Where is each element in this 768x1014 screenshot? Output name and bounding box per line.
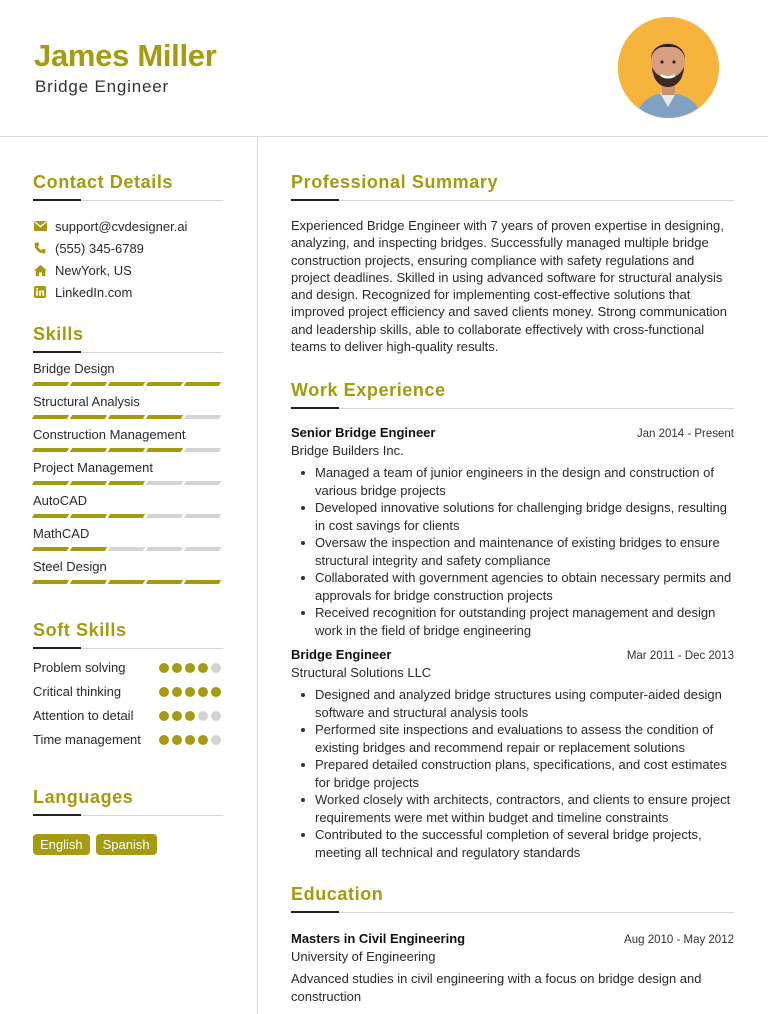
section-rule bbox=[33, 814, 223, 816]
skill-item bbox=[33, 427, 223, 452]
skill-level-segment bbox=[184, 448, 221, 452]
job-bullet: Received recognition for outstanding project management and design work in the field of bridge engineering bbox=[291, 604, 734, 639]
soft-skill-rating bbox=[159, 735, 221, 745]
languages-heading: Languages bbox=[33, 787, 134, 807]
soft-skill-item bbox=[33, 659, 223, 677]
experience-section bbox=[291, 380, 734, 861]
left-column bbox=[33, 137, 223, 855]
soft-skill-rating bbox=[159, 711, 221, 721]
rating-dot bbox=[211, 663, 221, 673]
job-bullet: Collaborated with government agencies to obtain necessary permits and approvals for bridge construction projects bbox=[291, 569, 734, 604]
rating-dot bbox=[211, 711, 221, 721]
contact-linkedin-text: LinkedIn.com bbox=[55, 284, 133, 300]
skill-level-bar bbox=[33, 547, 223, 551]
skill-level-segment bbox=[146, 514, 183, 518]
skill-level-segment bbox=[70, 580, 107, 584]
rating-dot bbox=[159, 687, 169, 697]
rating-dot bbox=[198, 687, 208, 697]
job-entry bbox=[291, 647, 734, 861]
skill-name: MathCAD bbox=[33, 526, 90, 541]
rating-dot bbox=[198, 711, 208, 721]
skill-level-segment bbox=[70, 547, 107, 551]
soft-skill-item bbox=[33, 683, 223, 701]
job-bullet: Designed and analyzed bridge structures using computer-aided design software and structural analysis tools bbox=[291, 686, 734, 721]
skill-level-segment bbox=[184, 547, 221, 551]
soft-skill-name: Time management bbox=[33, 732, 141, 747]
contact-list bbox=[33, 215, 223, 303]
skill-level-segment bbox=[108, 481, 145, 485]
skill-level-segment bbox=[108, 382, 145, 386]
language-badge: Spanish bbox=[96, 834, 157, 855]
rating-dot bbox=[172, 687, 182, 697]
skill-level-bar bbox=[33, 415, 223, 419]
skill-item bbox=[33, 394, 223, 419]
rating-dot bbox=[185, 663, 195, 673]
job-bullet: Performed site inspections and evaluations to assess the condition of existing bridges and recommend repair or replacement solutions bbox=[291, 721, 734, 756]
column-divider bbox=[257, 137, 258, 1014]
resume-header bbox=[0, 0, 768, 137]
rating-dot bbox=[185, 735, 195, 745]
skill-item bbox=[33, 361, 223, 386]
job-bullets bbox=[291, 464, 734, 639]
job-title: Bridge Engineer bbox=[291, 647, 392, 663]
summary-text: Experienced Bridge Engineer with 7 years of proven expertise in designing, analyzing, and inspecting bridges. Successfully managed multiple bridge construction projects, ensuring compliance with safety regulations and project deadlines. Skilled in using advanced software for structural analysis and design. Recognized for implementing cost-effective solutions that improved project efficiency and saved clients money. Strong communication and leadership skills, able to collaborate effectively with cross-functional teams to deliver high-quality results. bbox=[291, 218, 727, 355]
skill-level-segment bbox=[70, 415, 107, 419]
skills-list bbox=[33, 361, 223, 584]
education-section bbox=[291, 884, 734, 1005]
skill-level-bar bbox=[33, 382, 223, 386]
skill-level-bar bbox=[33, 481, 223, 485]
skill-level-segment bbox=[108, 415, 145, 419]
skills-section bbox=[33, 324, 223, 584]
education-date: Aug 2010 - May 2012 bbox=[624, 934, 734, 947]
skill-level-segment bbox=[32, 481, 69, 485]
skill-level-segment bbox=[32, 382, 69, 386]
soft-skills-heading: Soft Skills bbox=[33, 620, 127, 640]
skill-level-segment bbox=[146, 415, 183, 419]
contact-section bbox=[33, 172, 223, 303]
skill-level-segment bbox=[32, 448, 69, 452]
company-name: Structural Solutions LLC bbox=[291, 665, 432, 681]
skill-name: Structural Analysis bbox=[33, 394, 140, 409]
skill-level-segment bbox=[108, 547, 145, 551]
right-column bbox=[291, 137, 734, 1005]
skill-level-segment bbox=[70, 382, 107, 386]
soft-skill-name: Attention to detail bbox=[33, 708, 134, 723]
rating-dot bbox=[185, 687, 195, 697]
contact-linkedin[interactable] bbox=[33, 281, 223, 303]
job-title: Bridge Engineer bbox=[35, 77, 169, 96]
skill-level-bar bbox=[33, 514, 223, 518]
languages-list bbox=[33, 834, 223, 855]
education-description: Advanced studies in civil engineering with a focus on bridge design and construction bbox=[291, 971, 702, 1004]
degree-title: Masters in Civil Engineering bbox=[291, 931, 466, 947]
soft-skill-rating bbox=[159, 663, 221, 673]
languages-section bbox=[33, 787, 223, 855]
summary-heading: Professional Summary bbox=[291, 172, 499, 192]
skill-level-segment bbox=[146, 580, 183, 584]
section-rule bbox=[291, 911, 734, 913]
skill-level-bar bbox=[33, 448, 223, 452]
rating-dot bbox=[211, 735, 221, 745]
skill-level-segment bbox=[146, 481, 183, 485]
contact-location bbox=[33, 259, 223, 281]
job-bullet: Developed innovative solutions for challenging bridge designs, resulting in cost savings for clients bbox=[291, 499, 734, 534]
skill-level-segment bbox=[146, 448, 183, 452]
skill-level-segment bbox=[184, 580, 221, 584]
job-bullet: Contributed to the successful completion of several bridge projects, meeting all technical and regulatory standards bbox=[291, 826, 734, 861]
soft-skill-item bbox=[33, 707, 223, 725]
skill-level-segment bbox=[108, 448, 145, 452]
soft-skill-name: Problem solving bbox=[33, 660, 126, 675]
job-date: Mar 2011 - Dec 2013 bbox=[626, 650, 734, 663]
skill-level-segment bbox=[108, 514, 145, 518]
skill-name: Steel Design bbox=[33, 559, 107, 574]
skill-item bbox=[33, 559, 223, 584]
soft-skills-list bbox=[33, 659, 223, 749]
job-bullet: Worked closely with architects, contractors, and clients to ensure project requirements were met within budget and timeline constraints bbox=[291, 791, 734, 826]
phone-icon bbox=[33, 241, 47, 255]
rating-dot bbox=[172, 663, 182, 673]
rating-dot bbox=[159, 711, 169, 721]
section-rule bbox=[33, 351, 223, 353]
rating-dot bbox=[211, 687, 221, 697]
skill-name: Bridge Design bbox=[33, 361, 115, 376]
skill-name: Project Management bbox=[33, 460, 153, 475]
education-entry bbox=[291, 931, 734, 1005]
skill-level-segment bbox=[32, 514, 69, 518]
job-bullet: Managed a team of junior engineers in the design and construction of various bridge projects bbox=[291, 464, 734, 499]
skill-level-segment bbox=[32, 547, 69, 551]
skill-level-segment bbox=[32, 580, 69, 584]
section-rule bbox=[291, 199, 734, 201]
skill-item bbox=[33, 526, 223, 551]
contact-phone[interactable] bbox=[33, 237, 223, 259]
skills-heading: Skills bbox=[33, 324, 84, 344]
soft-skill-rating bbox=[159, 687, 221, 697]
profile-photo bbox=[618, 17, 719, 118]
soft-skill-name: Critical thinking bbox=[33, 684, 122, 699]
contact-heading: Contact Details bbox=[33, 172, 174, 192]
section-rule bbox=[291, 407, 734, 409]
company-name: Bridge Builders Inc. bbox=[291, 443, 404, 459]
skill-name: Construction Management bbox=[33, 427, 186, 442]
rating-dot bbox=[172, 735, 182, 745]
school-name: University of Engineering bbox=[291, 949, 436, 965]
skill-level-segment bbox=[184, 481, 221, 485]
rating-dot bbox=[159, 735, 169, 745]
skill-level-segment bbox=[146, 547, 183, 551]
section-rule bbox=[33, 647, 223, 649]
skill-name: AutoCAD bbox=[33, 493, 88, 508]
job-title: Senior Bridge Engineer bbox=[291, 425, 436, 441]
linkedin-icon bbox=[33, 285, 47, 299]
skill-level-segment bbox=[70, 514, 107, 518]
contact-email[interactable] bbox=[33, 215, 223, 237]
rating-dot bbox=[198, 663, 208, 673]
skill-item bbox=[33, 493, 223, 518]
soft-skill-item bbox=[33, 731, 223, 749]
job-entry bbox=[291, 425, 734, 639]
rating-dot bbox=[172, 711, 182, 721]
job-date: Jan 2014 - Present bbox=[636, 428, 734, 441]
skill-level-segment bbox=[184, 415, 221, 419]
contact-phone-text: (555) 345-6789 bbox=[55, 240, 144, 256]
candidate-name: James Miller bbox=[34, 38, 217, 73]
rating-dot bbox=[159, 663, 169, 673]
skill-level-segment bbox=[184, 382, 221, 386]
jobs-list bbox=[291, 425, 734, 861]
language-badge: English bbox=[33, 834, 90, 855]
rating-dot bbox=[198, 735, 208, 745]
job-bullets bbox=[291, 686, 734, 861]
education-heading: Education bbox=[291, 884, 384, 905]
job-bullet: Oversaw the inspection and maintenance of existing bridges to ensure structural integrity and safety compliance bbox=[291, 534, 734, 569]
summary-section bbox=[291, 172, 734, 355]
soft-skills-section bbox=[33, 620, 223, 749]
contact-email-text: support@cvdesigner.ai bbox=[55, 218, 188, 234]
skill-level-segment bbox=[70, 481, 107, 485]
envelope-icon bbox=[33, 219, 47, 233]
skill-level-segment bbox=[32, 415, 69, 419]
skill-level-segment bbox=[184, 514, 221, 518]
home-icon bbox=[33, 263, 47, 277]
skill-item bbox=[33, 460, 223, 485]
contact-location-text: NewYork, US bbox=[55, 262, 132, 278]
skill-level-segment bbox=[146, 382, 183, 386]
experience-heading: Work Experience bbox=[291, 380, 446, 401]
job-bullet: Prepared detailed construction plans, specifications, and cost estimates for bridge projects bbox=[291, 756, 734, 791]
rating-dot bbox=[185, 711, 195, 721]
skill-level-segment bbox=[108, 580, 145, 584]
skill-level-segment bbox=[70, 448, 107, 452]
skill-level-bar bbox=[33, 580, 223, 584]
section-rule bbox=[33, 199, 223, 201]
